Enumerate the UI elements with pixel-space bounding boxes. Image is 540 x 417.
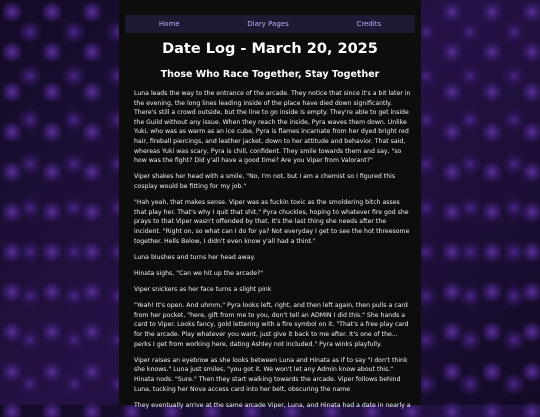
paragraph: "Yeah! It's open. And uhmm," Pyra looks left, right, and then left again, then pulls a card from her pocket, "here, gift from me to you, don't tell an ADMIN I did this." She hands a card to Viper. Looks fancy, gold lettering with a fire symbol on it. "That's a free play card for the arcade. Play whatever you want, just give it back to me after. It's one of the... perks I get from working here, dating Ashley not included." Pyra winks playfully. bbox=[134, 302, 409, 348]
nav-link-diary-pages[interactable]: Diary Pages bbox=[247, 20, 289, 28]
paragraph: Viper raises an eyebrow as she looks between Luna and Hinata as if to say "I don't think she knows." Luna just smiles, "you got it. We won't let any Admin know about this." Hinata nods. "Sure." Then they start walking towards the arcade. Viper follows behind Luna, tucking her Nova access card into her belt, obscuring the name bbox=[134, 356, 408, 393]
page-title: Date Log - March 20, 2025 bbox=[162, 41, 378, 57]
paragraph: "Hah yeah, that makes sense. Viper was as fuckin toxic as the smoldering bitch asses that play her. That's why I quit that shit," Pyra chuckles, hoping to whatever fire god she prays to that Viper wasn't offended by that. It's the last thing she needs after the incident. "Right on, so what can I do for ya? Not everyday I get to see the hot threesome together. Hells Below, I didn't even know y'all had a third." bbox=[134, 199, 410, 245]
page-subtitle: Those Who Race Together, Stay Together bbox=[160, 69, 380, 80]
paragraph: They eventually arrive at the same arcade Viper, Luna, and Hinata had a date in nearly a bbox=[134, 401, 411, 409]
top-nav bbox=[125, 15, 415, 33]
paragraph: Viper snickers as her face turns a slight pink bbox=[134, 286, 272, 294]
diary-entry-body bbox=[134, 89, 411, 417]
paragraph: Viper shakes her head with a smile, "No, I'm not, but I am a chemist so I figured this cosplay would be fitting for my job." bbox=[134, 173, 396, 190]
nav-link-credits[interactable]: Credits bbox=[356, 20, 382, 28]
paragraph: Hinata sighs, "Can we hit up the arcade?" bbox=[134, 269, 264, 277]
main-content-column bbox=[119, 0, 421, 409]
paragraph: Luna leads the way to the entrance of the arcade. They notice that since it's a bit later in the evening, the long lines leading inside of the place have died down significantly. There's still a crowd outside, but the line to go inside is empty. They're able to get inside the Guild without any issue. When they reach the inside, Pyra waves them down. Unlike Yuki, who was as warm as an ice cube, Pyra is flames incarnate from her dyed bright red hair, fireball piercings, and leather jacket, down to her attitude and behavior. That said, whereas Yuki was scary, Pyra is chill, confident. They smile towards them and say, "so how was the fight? Did y'all have a good time? Are you Viper from Valorant?" bbox=[134, 90, 411, 165]
paragraph: Luna blushes and turns her head away. bbox=[134, 253, 256, 261]
nav-link-home[interactable]: Home bbox=[158, 20, 180, 28]
